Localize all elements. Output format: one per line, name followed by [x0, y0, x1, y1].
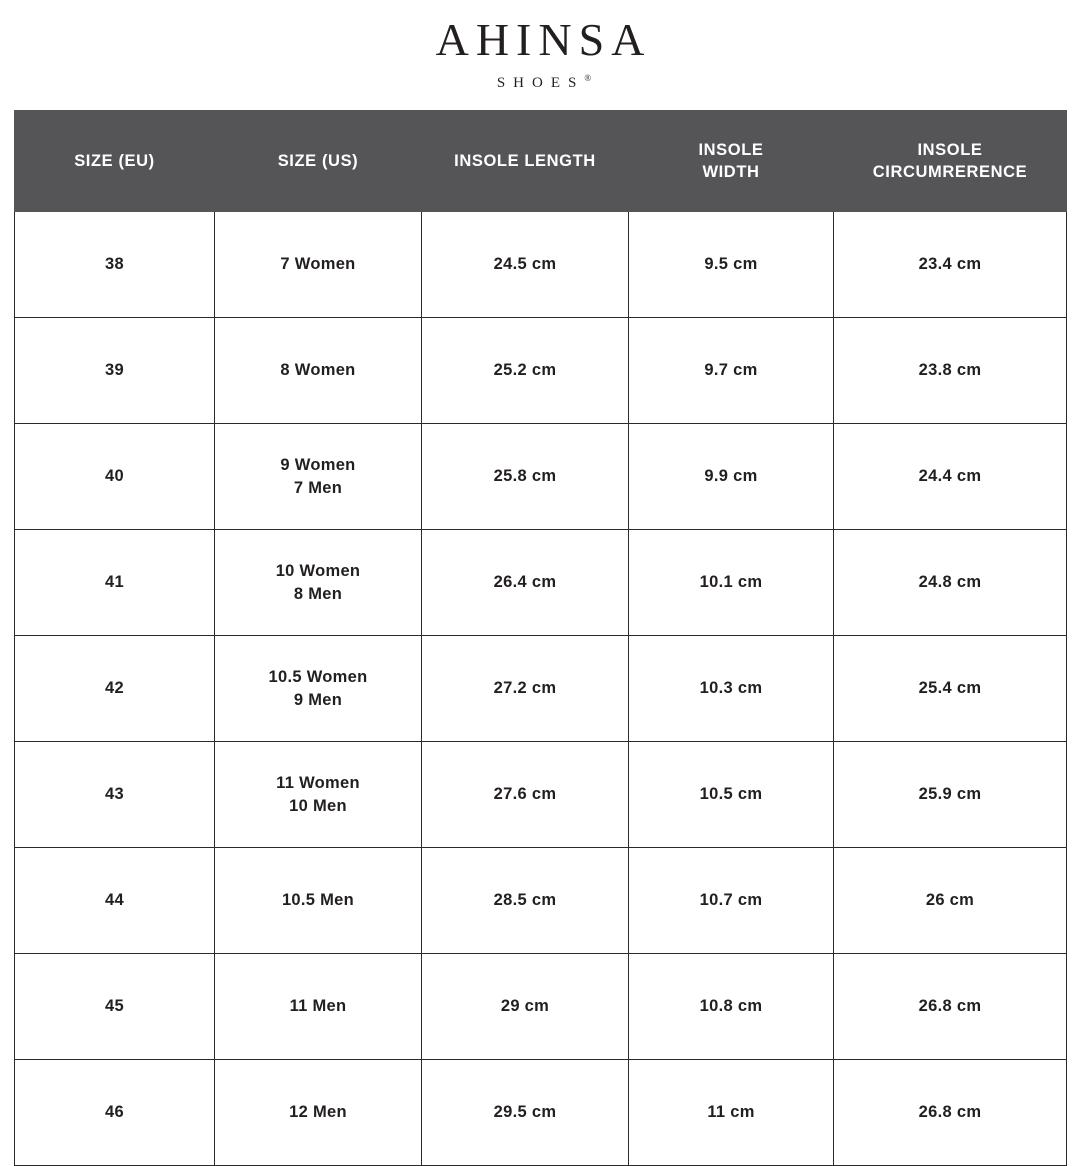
- cell-line: 9 Women: [280, 456, 356, 475]
- cell-size-eu: 38: [15, 212, 215, 318]
- cell-line: 7 Men: [293, 478, 343, 497]
- cell-insole-width: 10.8 cm: [629, 954, 834, 1060]
- table-row: [15, 1060, 1067, 1166]
- cell-size-us: [215, 636, 422, 742]
- cell-insole-length: 29 cm: [422, 954, 629, 1060]
- cell-insole-circumference: 24.4 cm: [834, 424, 1067, 530]
- table-row: [15, 636, 1067, 742]
- brand-subtitle: [489, 73, 591, 92]
- cell-size-us: [215, 424, 422, 530]
- cell-size-eu: 44: [15, 848, 215, 954]
- table-row: [15, 742, 1067, 848]
- cell-line: 10.5 Women: [268, 668, 368, 687]
- cell-insole-width: 9.5 cm: [629, 212, 834, 318]
- cell-line: 11 Women: [276, 774, 360, 793]
- cell-size-us: [215, 1060, 422, 1166]
- cell-insole-circumference: 26 cm: [834, 848, 1067, 954]
- cell-size-us: [215, 848, 422, 954]
- cell-insole-length: 29.5 cm: [422, 1060, 629, 1166]
- cell-insole-length: 24.5 cm: [422, 212, 629, 318]
- column-header-line: SIZE (US): [277, 151, 359, 170]
- cell-insole-circumference: 25.9 cm: [834, 742, 1067, 848]
- table-row: [15, 424, 1067, 530]
- column-header-line: INSOLE: [917, 140, 983, 159]
- table-header-row: [15, 111, 1067, 212]
- brand-header: [0, 0, 1080, 92]
- column-header-line: SIZE (EU): [74, 151, 155, 170]
- column-header-insole-circumference: [834, 111, 1067, 212]
- cell-size-eu: 40: [15, 424, 215, 530]
- column-header-line: WIDTH: [702, 163, 760, 181]
- cell-insole-length: 25.8 cm: [422, 424, 629, 530]
- cell-insole-circumference: 23.8 cm: [834, 318, 1067, 424]
- cell-insole-width: 9.7 cm: [629, 318, 834, 424]
- cell-insole-width: 10.7 cm: [629, 848, 834, 954]
- cell-line: 9 Men: [293, 690, 343, 709]
- column-header-line: INSOLE LENGTH: [454, 151, 596, 170]
- column-header-insole-length: [422, 111, 629, 212]
- cell-insole-circumference: 24.8 cm: [834, 530, 1067, 636]
- cell-size-eu: 43: [15, 742, 215, 848]
- size-table-wrapper: [14, 110, 1066, 1166]
- brand-name: AHINSA: [435, 14, 652, 65]
- table-row: [15, 848, 1067, 954]
- cell-size-us: [215, 530, 422, 636]
- cell-insole-length: 26.4 cm: [422, 530, 629, 636]
- table-row: [15, 954, 1067, 1060]
- cell-insole-length: 27.2 cm: [422, 636, 629, 742]
- cell-line: 7 Women: [280, 255, 356, 274]
- cell-line: 10 Women: [275, 562, 361, 581]
- cell-insole-circumference: 26.8 cm: [834, 954, 1067, 1060]
- column-header-line: INSOLE: [698, 140, 764, 159]
- cell-size-us: [215, 318, 422, 424]
- column-header-size-us: [215, 111, 422, 212]
- cell-size-eu: 41: [15, 530, 215, 636]
- table-row: [15, 212, 1067, 318]
- cell-insole-width: 10.5 cm: [629, 742, 834, 848]
- size-table: [14, 110, 1067, 1166]
- cell-size-eu: 42: [15, 636, 215, 742]
- cell-size-eu: 39: [15, 318, 215, 424]
- cell-insole-circumference: 23.4 cm: [834, 212, 1067, 318]
- table-row: [15, 318, 1067, 424]
- table-body: [15, 212, 1067, 1166]
- cell-size-us: [215, 742, 422, 848]
- cell-line: 10 Men: [289, 796, 347, 815]
- cell-insole-circumference: 25.4 cm: [834, 636, 1067, 742]
- column-header-line: CIRCUMRERENCE: [872, 163, 1028, 181]
- column-header-size-eu: [15, 111, 215, 212]
- cell-insole-width: 11 cm: [629, 1060, 834, 1166]
- cell-size-eu: 46: [15, 1060, 215, 1166]
- table-header: [15, 111, 1067, 212]
- cell-line: 8 Men: [293, 584, 343, 603]
- cell-line: 10.5 Men: [281, 891, 355, 910]
- cell-insole-width: 10.3 cm: [629, 636, 834, 742]
- cell-insole-circumference: 26.8 cm: [834, 1060, 1067, 1166]
- cell-size-eu: 45: [15, 954, 215, 1060]
- cell-size-us: [215, 954, 422, 1060]
- cell-size-us: [215, 212, 422, 318]
- table-row: [15, 530, 1067, 636]
- cell-line: 8 Women: [280, 361, 356, 380]
- column-header-insole-width: [629, 111, 834, 212]
- cell-insole-width: 9.9 cm: [629, 424, 834, 530]
- cell-insole-width: 10.1 cm: [629, 530, 834, 636]
- cell-insole-length: 25.2 cm: [422, 318, 629, 424]
- cell-insole-length: 27.6 cm: [422, 742, 629, 848]
- registered-trademark-icon: ®: [584, 72, 592, 83]
- brand-subtitle-text: SHOES: [496, 74, 585, 91]
- cell-insole-length: 28.5 cm: [422, 848, 629, 954]
- cell-line: 12 Men: [289, 1103, 347, 1122]
- cell-line: 11 Men: [289, 997, 347, 1016]
